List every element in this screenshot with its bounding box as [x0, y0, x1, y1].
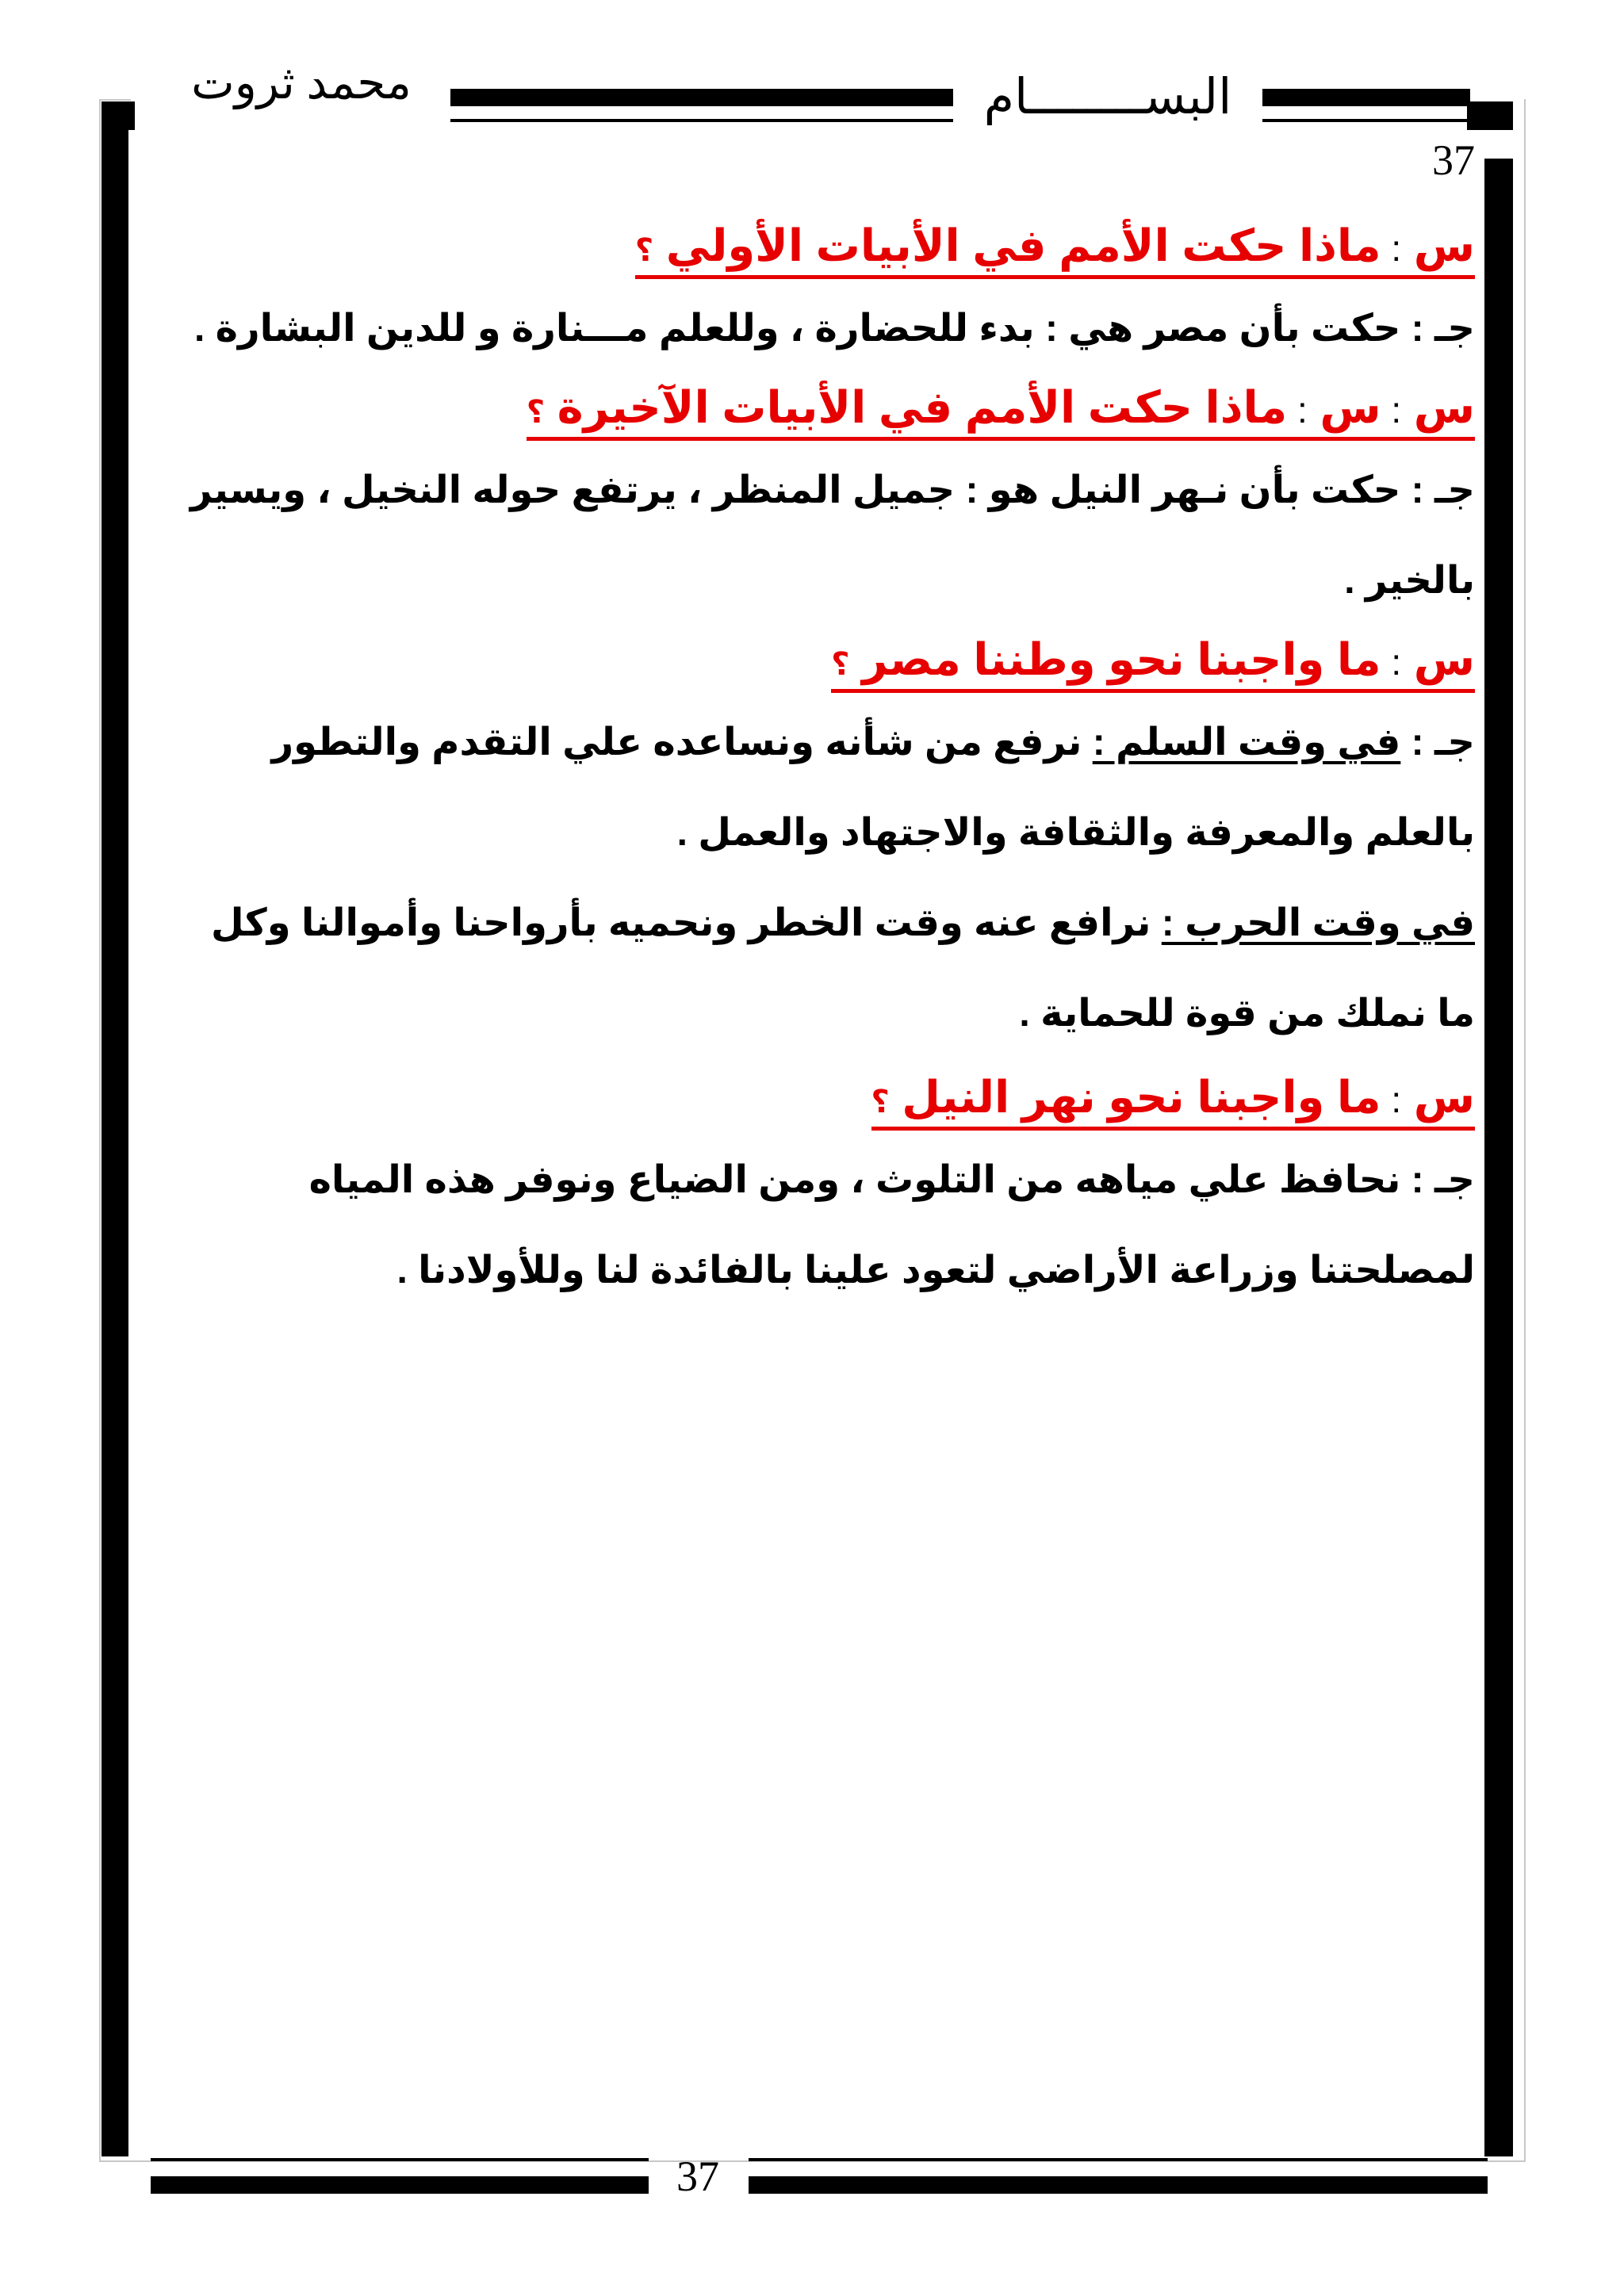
header-rule-right-thin — [1262, 119, 1470, 122]
footer-rule-right-thin — [749, 2158, 1488, 2161]
page-number-bottom: 37 — [676, 2152, 719, 2200]
answer-3-war — [182, 878, 1475, 1059]
page-number-top: 37 — [1432, 136, 1475, 184]
page-border-outer-top-left — [99, 99, 131, 101]
page-border-outer-left — [99, 99, 101, 2160]
header-rule-right — [1262, 89, 1470, 106]
question-3 — [182, 626, 1475, 698]
question-1-text: ماذا حكت الأمم في الأبيات الأولي — [665, 220, 1381, 270]
question-2-prefix: س — [1413, 382, 1475, 432]
question-1-prefix: س — [1413, 220, 1475, 270]
question-4 — [182, 1064, 1475, 1135]
answer-2: جـ : حكت بأن نـهر النيل هو : جميل المنظر ، يرتفع حوله النخيل ، ويسير بالخير . — [190, 469, 1475, 602]
qa-content — [182, 212, 1475, 1316]
question-1 — [182, 212, 1475, 284]
answer-3-peace — [182, 698, 1475, 878]
footer-rule-left — [151, 2176, 649, 2194]
answer-3-war-text: نرافع عنه وقت الخطر ونحميه بأرواحنا وأموالنا وكل ما نملك من قوة للحماية . — [210, 902, 1475, 1035]
question-3-text: ما واجبنا نحو وطننا مصر — [862, 634, 1381, 684]
footer-rule-right — [749, 2176, 1488, 2194]
answer-4: جـ : نحافظ علي مياهه من التلوث ، ومن الضياع ونوفر هذه المياه لمصلحتنا وزراعة الأراضي لتعود علينا بالفائدة لنا وللأولادنا . — [308, 1159, 1475, 1292]
answer-3-peace-text: نرفع من شأنه ونساعده علي التقدم والتطور بالعلم والمعرفة والثقافة والاجتهاد والعمل . — [271, 721, 1475, 854]
question-2-underline: س : س : ماذا حكت الأمم في الأبيات الآخيرة ؟ — [527, 382, 1475, 441]
question-4-mark: ؟ — [871, 1085, 890, 1119]
page-border-outer-right — [1524, 99, 1526, 2160]
question-3-prefix: س — [1413, 634, 1475, 684]
page-border-right-cap — [1467, 101, 1513, 130]
page-border-left-cap — [102, 101, 135, 130]
question-4-underline: س : ما واجبنا نحو نهر النيل ؟ — [871, 1072, 1475, 1131]
question-2-prefix-2: س — [1320, 382, 1381, 432]
question-2-text: ماذا حكت الأمم في الأبيات الآخيرة — [557, 382, 1288, 432]
answer-3-prefix: جـ : — [1400, 721, 1475, 763]
answer-3-peace-label: في وقت السلم : — [1092, 721, 1401, 763]
question-4-prefix: س — [1413, 1072, 1475, 1122]
page-border-left — [102, 127, 128, 2156]
question-3-underline: س : ما واجبنا نحو وطننا مصر ؟ — [831, 634, 1475, 693]
question-1-underline: س : ماذا حكت الأمم في الأبيات الأولي ؟ — [635, 220, 1475, 279]
header-rule-left — [450, 89, 953, 106]
header-rule-left-thin — [450, 119, 953, 122]
question-2 — [182, 374, 1475, 446]
question-4-text: ما واجبنا نحو نهر النيل — [902, 1072, 1381, 1122]
header-author: محمد ثروت — [191, 57, 412, 109]
footer-rule-left-thin — [151, 2158, 649, 2161]
question-1-mark: ؟ — [634, 233, 654, 268]
question-2-mark: ؟ — [526, 395, 546, 430]
answer-1: جـ : حكت بأن مصر هي : بدء للحضارة ، وللعلم مـــنارة و للدين البشارة . — [193, 308, 1475, 350]
answer-3-war-label: في وقت الحرب : — [1161, 902, 1475, 944]
page-border-right — [1484, 159, 1513, 2156]
header-title: البســــــــام — [983, 70, 1232, 124]
question-3-mark: ؟ — [831, 647, 850, 682]
